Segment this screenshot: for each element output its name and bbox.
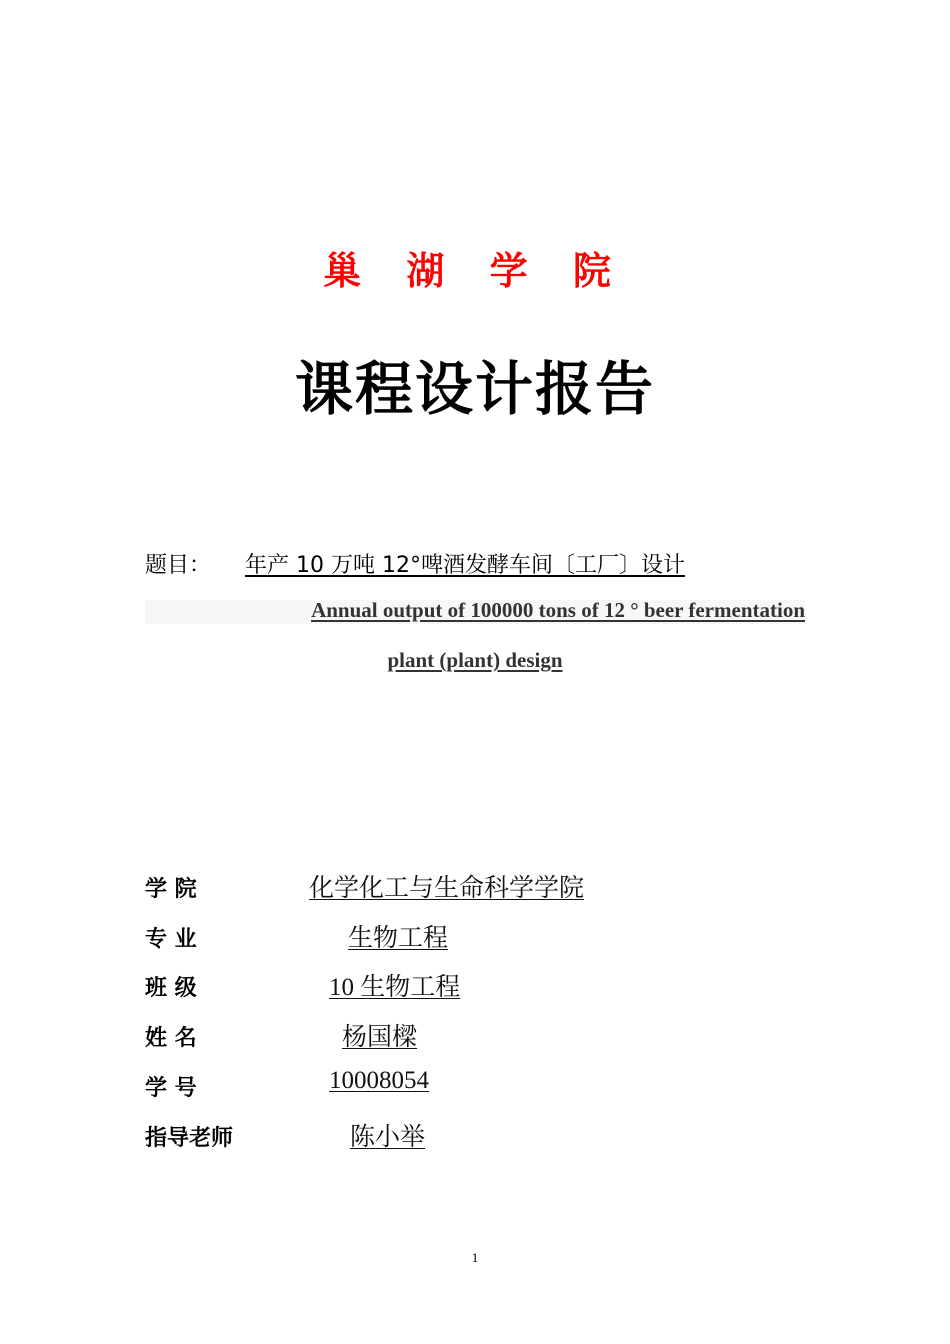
college-label: 学 院: [145, 877, 197, 902]
name-value-text: 杨国樑: [342, 1024, 418, 1051]
report-title: 课程设计报告: [294, 355, 655, 423]
topic-english-line-1: [145, 598, 805, 623]
name-label: 姓 名: [145, 1026, 197, 1051]
topic-chinese: 年产 10 万吨 12°啤酒发酵车间〔工厂〕设计: [245, 553, 685, 578]
student-id-value-text: 10008054: [329, 1067, 429, 1094]
topic-english-line-2-text: plant (plant) design: [387, 648, 563, 672]
student-id-label: 学 号: [145, 1076, 197, 1101]
topic-english-line-1-text: Annual output of 100000 tons of 12 ° beer fermentation: [311, 598, 805, 622]
topic-label: 题目：: [145, 553, 212, 578]
college-value-text: 化学化工与生命科学学院: [309, 875, 585, 902]
page-number: 1: [471, 1250, 479, 1265]
topic-row: [145, 548, 685, 579]
advisor-value-text: 陈小举: [350, 1124, 426, 1151]
advisor-value: [260, 1117, 425, 1153]
school-name: 巢 湖 学 院: [323, 249, 627, 293]
name-value: [252, 1017, 417, 1053]
class-label: 班 级: [145, 976, 197, 1001]
college-value: [259, 868, 584, 904]
student-id-value: [246, 1067, 429, 1095]
class-value-text: 10 生物工程: [329, 974, 461, 1001]
class-value: [246, 967, 460, 1003]
major-label: 专 业: [145, 927, 197, 952]
major-value-text: 生物工程: [348, 925, 449, 952]
major-value: [246, 918, 448, 954]
topic-english-line-2: [0, 648, 950, 673]
advisor-label: 指导老师: [145, 1126, 234, 1151]
